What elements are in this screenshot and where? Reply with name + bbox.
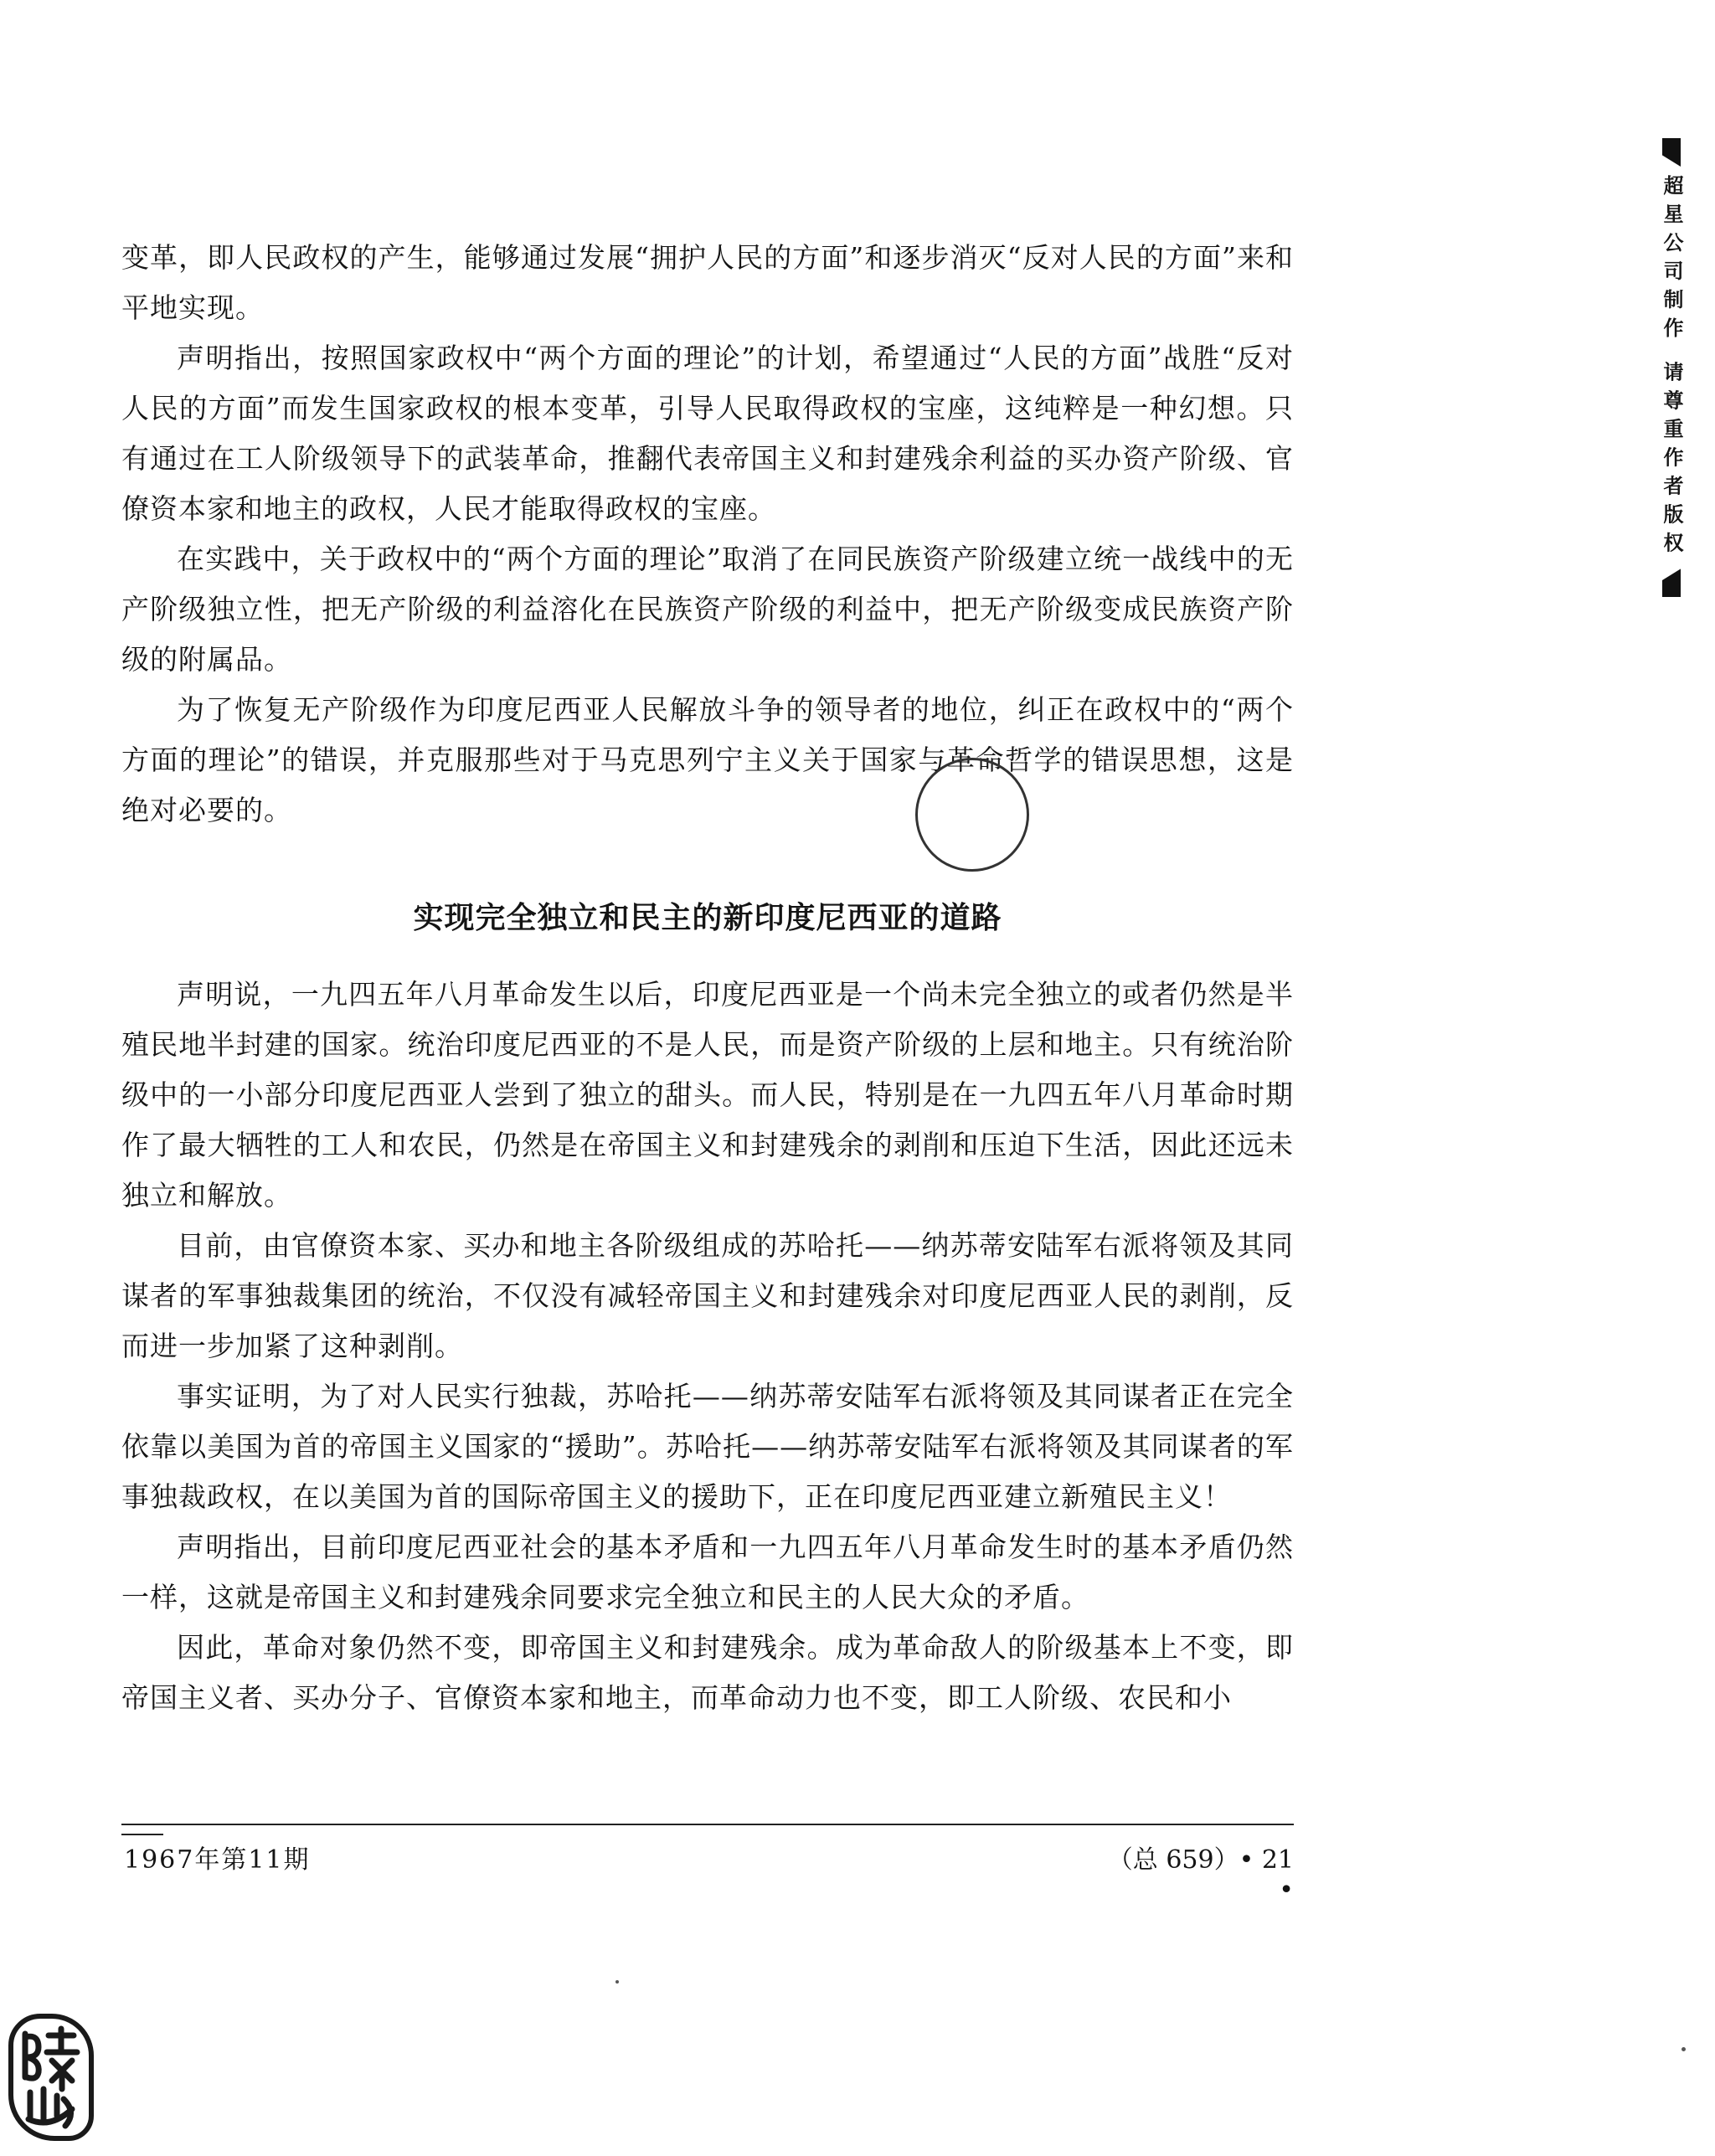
body-text-top	[121, 233, 1294, 836]
copyright-side-notice	[1656, 138, 1687, 597]
copyright-notice-text: 超星公司制作 请尊重作者版权	[1660, 175, 1683, 561]
paragraph: 为了恢复无产阶级作为印度尼西亚人民解放斗争的领导者的地位，纠正在政权中的“两个方面的理论”的错误，并克服那些对于马克思列宁主义关于国家与革命哲学的错误思想，这是绝对必要的。	[121, 693, 1294, 826]
side-bar-top-icon	[1662, 138, 1681, 167]
paragraph: 事实证明，为了对人民实行独裁，苏哈托——纳苏蒂安陆军右派将领及其同谋者正在完全依靠以美国为首的帝国主义国家的“援助”。苏哈托——纳苏蒂安陆军右派将领及其同谋者的军事独裁政权，在以美国为首的国际帝国主义的援助下，正在印度尼西亚建立新殖民主义！	[121, 1380, 1294, 1513]
paragraph: 声明说，一九四五年八月革命发生以后，印度尼西亚是一个尚未完全独立的或者仍然是半殖民地半封建的国家。统治印度尼西亚的不是人民，而是资产阶级的上层和地主。只有统治阶级中的一小部分印度尼西亚人尝到了独立的甜头。而人民，特别是在一九四五年八月革命时期作了最大牺牲的工人和农民，仍然是在帝国主义和封建残余的剥削和压迫下生活，因此还远未独立和解放。	[121, 978, 1294, 1212]
paragraph: 因此，革命对象仍然不变，即帝国主义和封建残余。成为革命敌人的阶级基本上不变，即帝国主义者、买办分子、官僚资本家和地主，而革命动力也不变，即工人阶级、农民和小	[121, 1631, 1294, 1714]
side-bar-bottom-icon	[1662, 569, 1681, 597]
paragraph: 目前，由官僚资本家、买办和地主各阶级组成的苏哈托——纳苏蒂安陆军右派将领及其同谋者的军事独裁集团的统治，不仅没有减轻帝国主义和封建残余对印度尼西亚人民的剥削，反而进一步加紧了这种剥削。	[121, 1229, 1294, 1362]
footer-rule	[121, 1824, 1294, 1825]
circle-annotation-icon	[915, 758, 1029, 872]
scan-speck	[615, 1980, 619, 1984]
paragraph: 变革，即人民政权的产生，能够通过发展“拥护人民的方面”和逐步消灭“反对人民的方面”来和平地实现。	[121, 241, 1294, 324]
issue-label: 1967年第11期	[124, 1845, 311, 1875]
paragraph: 在实践中，关于政权中的“两个方面的理论”取消了在同民族资产阶级建立统一战线中的无产阶级独立性，把无产阶级的利益溶化在民族资产阶级的利益中，把无产阶级变成民族资产阶级的附属品。	[121, 543, 1294, 676]
body-text-bottom	[121, 970, 1294, 1723]
collector-seal-icon	[8, 2014, 94, 2141]
scan-speck	[1682, 2047, 1686, 2051]
section-title: 实现完全独立和民主的新印度尼西亚的道路	[413, 901, 1002, 935]
paragraph: 声明指出，按照国家政权中“两个方面的理论”的计划，希望通过“人民的方面”战胜“反对人民的方面”而发生国家政权的根本变革，引导人民取得政权的宝座，这纯粹是一种幻想。只有通过在工人阶级领导下的武装革命，推翻代表帝国主义和封建残余利益的买办资产阶级、官僚资本家和地主的政权，人民才能取得政权的宝座。	[121, 342, 1294, 525]
footer-rule-short	[121, 1834, 163, 1835]
page-number: （总 659）• 21 •	[1107, 1845, 1294, 1905]
paragraph: 声明指出，目前印度尼西亚社会的基本矛盾和一九四五年八月革命发生时的基本矛盾仍然一样，这就是帝国主义和封建残余同要求完全独立和民主的人民大众的矛盾。	[121, 1531, 1294, 1613]
